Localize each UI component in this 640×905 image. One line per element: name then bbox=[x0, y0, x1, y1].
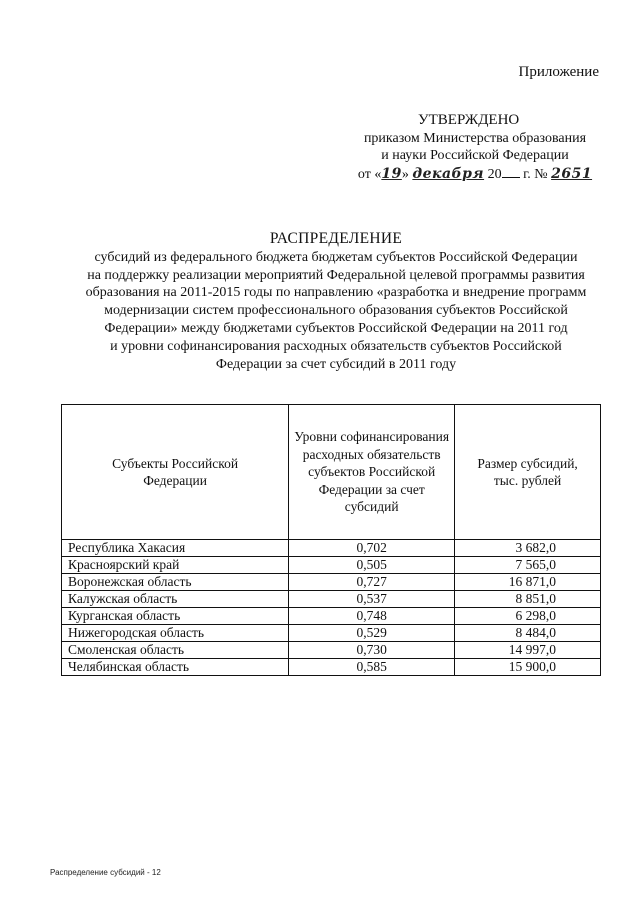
year-blank bbox=[502, 165, 520, 178]
document-title: РАСПРЕДЕЛЕНИЕ bbox=[269, 230, 403, 247]
cell-subject: Нижегородская область bbox=[62, 625, 289, 642]
table-row bbox=[62, 642, 601, 659]
cell-level: 0,537 bbox=[289, 591, 455, 608]
approved-caption: УТВЕРЖДЕНО bbox=[418, 112, 520, 128]
table-row bbox=[62, 625, 601, 642]
cell-level: 0,727 bbox=[289, 574, 455, 591]
table-row bbox=[62, 557, 601, 574]
cell-amount: 8 851,0 bbox=[455, 591, 601, 608]
cell-level: 0,529 bbox=[289, 625, 455, 642]
header-subsidy-amount: Размер субсидий, тыс. рублей bbox=[455, 405, 601, 540]
order-number: 2651 bbox=[551, 165, 593, 182]
cell-subject: Калужская область bbox=[62, 591, 289, 608]
title-line: субсидий из федерального бюджета бюджетам субъектов Российской Федерации bbox=[94, 249, 578, 265]
approved-line-1: приказом Министерства образования bbox=[363, 130, 587, 146]
cell-level: 0,730 bbox=[289, 642, 455, 659]
header-cofinancing-level: Уровни софинансирования расходных обязательств субъектов Российской Федерации за счет субсидий bbox=[289, 405, 455, 540]
table-header-row bbox=[62, 405, 601, 540]
approval-block bbox=[340, 112, 610, 183]
appendix-label: Приложение bbox=[518, 64, 599, 80]
table-row bbox=[62, 591, 601, 608]
title-line: Федерации» между бюджетами субъектов Российской Федерации на 2011 год bbox=[104, 320, 568, 336]
document-title-block bbox=[46, 230, 626, 373]
title-line: на поддержку реализации мероприятий Федеральной целевой программы развития bbox=[87, 267, 585, 283]
date-year-suffix: г. № bbox=[523, 166, 548, 182]
cell-subject: Челябинская область bbox=[62, 659, 289, 676]
date-prefix: от « bbox=[357, 166, 382, 182]
page-footer: Распределение субсидий - 12 bbox=[50, 868, 161, 877]
header-subject: Субъекты Российской Федерации bbox=[62, 405, 289, 540]
cell-amount: 15 900,0 bbox=[455, 659, 601, 676]
cell-subject: Смоленская область bbox=[62, 642, 289, 659]
cell-amount: 3 682,0 bbox=[455, 540, 601, 557]
cell-subject: Воронежская область bbox=[62, 574, 289, 591]
order-date-line bbox=[340, 165, 610, 184]
cell-subject: Красноярский край bbox=[62, 557, 289, 574]
date-month: декабря bbox=[412, 165, 485, 182]
cell-amount: 7 565,0 bbox=[455, 557, 601, 574]
cell-amount: 6 298,0 bbox=[455, 608, 601, 625]
cell-level: 0,505 bbox=[289, 557, 455, 574]
title-line: Федерации за счет субсидий в 2011 году bbox=[215, 356, 457, 372]
date-day: 19 bbox=[381, 165, 402, 182]
approved-line-2: и науки Российской Федерации bbox=[381, 148, 569, 163]
date-mid: » bbox=[401, 166, 409, 182]
cell-level: 0,585 bbox=[289, 659, 455, 676]
subsidy-distribution-table bbox=[61, 404, 601, 676]
cell-amount: 14 997,0 bbox=[455, 642, 601, 659]
title-line: и уровни софинансирования расходных обязательств субъектов Российской bbox=[110, 338, 562, 354]
cell-subject: Республика Хакасия bbox=[62, 540, 289, 557]
cell-subject: Курганская область bbox=[62, 608, 289, 625]
date-year-prefix: 20 bbox=[487, 166, 502, 182]
table-row bbox=[62, 574, 601, 591]
title-line: модернизации систем профессионального образования субъектов Российской bbox=[104, 303, 568, 319]
table-row bbox=[62, 659, 601, 676]
cell-amount: 8 484,0 bbox=[455, 625, 601, 642]
table-row bbox=[62, 540, 601, 557]
cell-level: 0,748 bbox=[289, 608, 455, 625]
cell-level: 0,702 bbox=[289, 540, 455, 557]
cell-amount: 16 871,0 bbox=[455, 574, 601, 591]
title-line: образования на 2011-2015 годы по направлению «разработка и внедрение программ bbox=[85, 285, 587, 301]
table-row bbox=[62, 608, 601, 625]
